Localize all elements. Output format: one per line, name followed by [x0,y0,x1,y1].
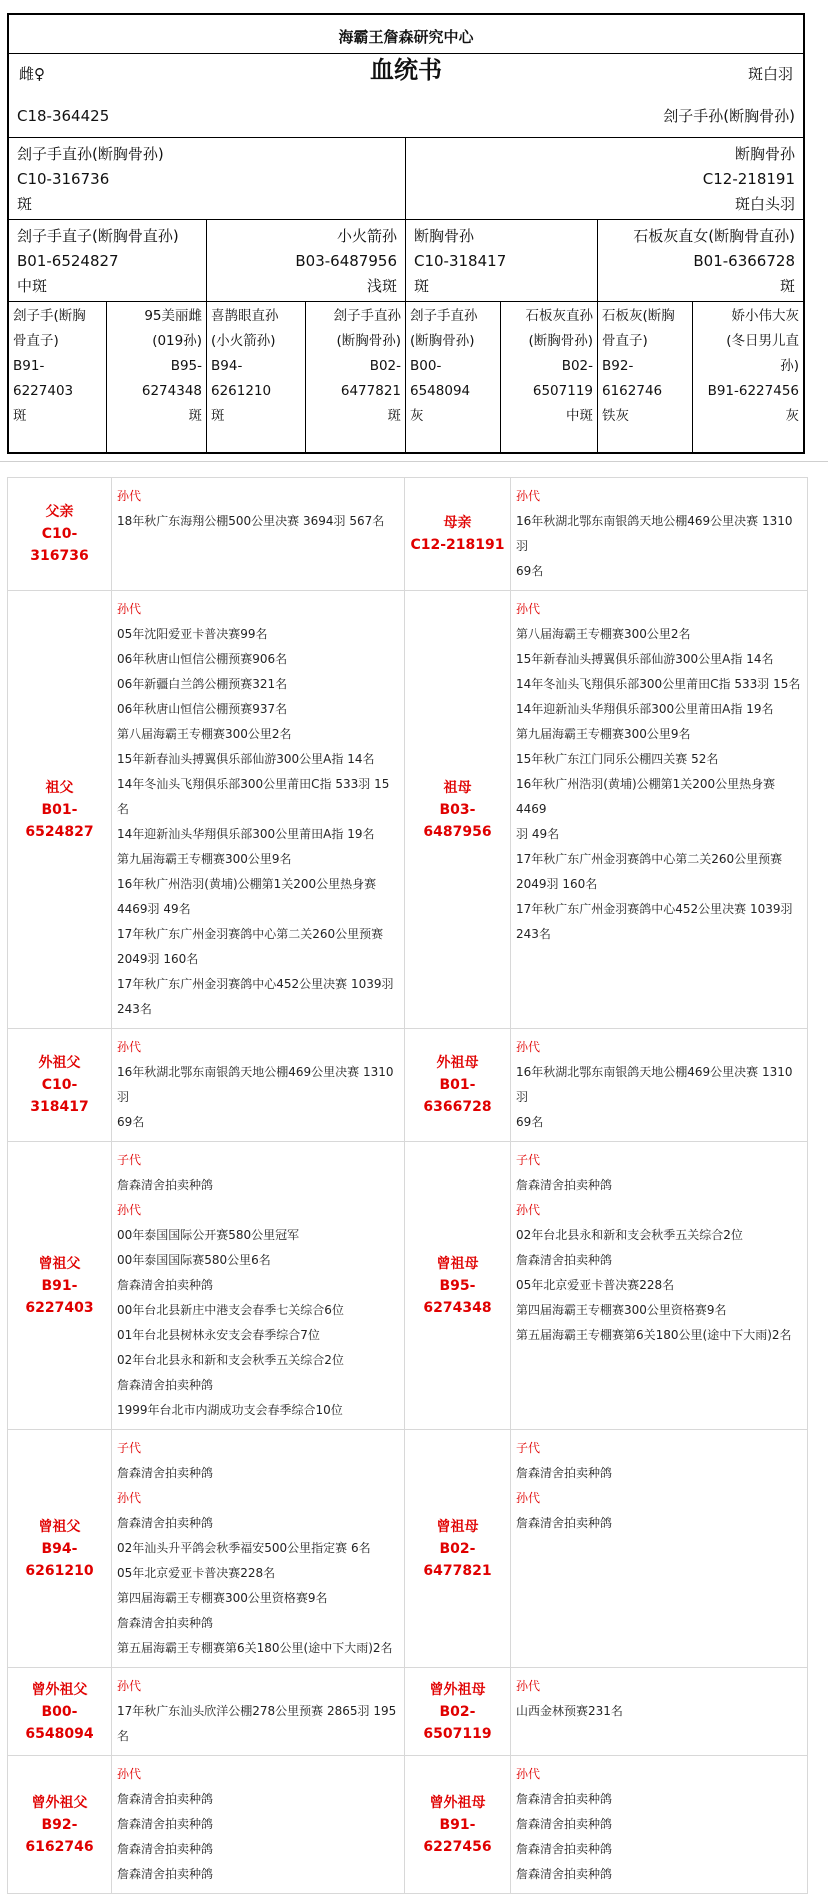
ggp-line: B95- [170,358,202,374]
grandparent-name: 刽子手直子(断胸骨直孙) [17,227,179,245]
ancestor-name-cell [405,1430,511,1668]
ggp-line: (断胸骨孙) [410,333,475,349]
ancestor-name-cell [8,1142,112,1430]
race-result: 詹森清舍拍卖种鸽 [117,1378,214,1392]
ancestor-role: 曾外祖父 [31,1794,88,1811]
race-result: 詹森清舍拍卖种鸽 [117,1178,214,1192]
grandparents-row [9,220,803,302]
ancestor-ring: B02-6507119 [423,1703,492,1742]
ancestor-ring: B91-6227403 [25,1277,94,1316]
grandparent-ring: C10-318417 [414,252,507,270]
great-grandparent-cell [207,302,306,452]
generation-label: 孙代 [117,1203,142,1217]
ancestor-ring: B01-6366728 [423,1077,492,1115]
race-result: 詹森清舍拍卖种鸽 [117,1867,214,1881]
section-divider [0,461,828,462]
ancestor-name-cell [405,1029,511,1142]
race-result: 69名 [516,564,544,578]
ggp-line: 6162746 [602,383,663,399]
ggp-line: 刽子手直孙 [410,308,478,324]
generation-label: 子代 [117,1441,142,1455]
self-ring: C18-364425 [17,107,110,125]
race-result: 2049羽 160名 [117,952,199,966]
race-result: 第五届海霸王专棚赛第6关180公里(途中下大雨)2名 [516,1328,792,1342]
ggp-line: 孙) [780,358,799,374]
ggp-line: (019孙) [152,333,202,349]
ancestor-name-cell [405,1756,511,1894]
ggp-line: (断胸骨孙) [336,333,401,349]
ggp-line: 95美丽雌 [144,308,202,324]
race-result: 17年秋广东广州金羽赛鸽中心第二关260公里预赛 [117,927,384,941]
great-grandparent-cell [306,302,406,452]
grandparent-ring: B01-6524827 [17,252,119,270]
race-results-cell [511,478,808,591]
ggp-line: (小火箭孙) [211,333,276,349]
race-result: 17年秋广东广州金羽赛鸽中心452公里决赛 1039羽 [117,977,394,991]
self-desc: 刽子手孙(断胸骨孙) [663,107,795,125]
ggp-line: 灰 [410,408,424,424]
generation-label: 子代 [516,1441,541,1455]
generation-label: 孙代 [516,1679,541,1693]
grandparent-ring: B03-6487956 [295,252,397,270]
ggp-line: (断胸骨孙) [528,333,593,349]
table-row [8,1756,808,1894]
race-result: 00年泰国国际公开赛580公里冠军 [117,1228,300,1242]
ancestor-name-cell [8,591,112,1029]
race-result: 2049羽 160名 [516,877,598,891]
race-result: 第五届海霸王专棚赛第6关180公里(途中下大雨)2名 [117,1641,393,1655]
race-result: 詹森清舍拍卖种鸽 [516,1842,613,1856]
generation-label: 孙代 [516,1491,541,1505]
generation-label: 孙代 [117,1040,142,1054]
race-result: 16年秋广州浩羽(黄埔)公棚第1关200公里热身赛 [117,877,377,891]
grandparent-cell [406,220,598,301]
great-grandparent-cell [501,302,598,452]
race-result: 詹森清舍拍卖种鸽 [516,1178,613,1192]
generation-label: 子代 [516,1153,541,1167]
table-row [8,1029,808,1142]
table-row [8,1430,808,1668]
table-row [8,478,808,591]
race-result: 詹森清舍拍卖种鸽 [516,1516,613,1530]
race-result: 詹森清舍拍卖种鸽 [516,1253,613,1267]
ancestor-ring: B92-6162746 [25,1816,94,1855]
race-result: 14年冬汕头飞翔俱乐部300公里莆田C指 533羽 15名 [516,677,801,691]
race-result: 詹森清舍拍卖种鸽 [117,1817,214,1831]
ancestor-role: 外祖母 [436,1055,479,1071]
ring-row [9,96,803,138]
ancestor-name-cell [8,1029,112,1142]
ggp-line: 刽子手直孙 [333,308,401,324]
grandparent-color: 中斑 [17,277,48,295]
ancestor-ring: C10-316736 [30,526,89,564]
results-body [8,478,808,1894]
generation-label: 孙代 [117,1679,142,1693]
race-result: 第八届海霸王专棚赛300公里2名 [516,627,691,641]
ancestor-role: 母亲 [443,515,472,531]
race-results-cell [112,1668,405,1756]
ggp-line: B92- [602,358,634,374]
grandparent-name: 石板灰直女(断胸骨直孙) [633,227,795,245]
ggp-line: 骨直子) [602,333,648,349]
ggp-line: 中斑 [566,408,593,424]
race-result: 詹森清舍拍卖种鸽 [117,1842,214,1856]
generation-label: 孙代 [117,1491,142,1505]
grandparent-color: 斑 [779,277,795,295]
race-result: 4469羽 49名 [117,902,191,916]
ggp-line: 石板灰直孙 [525,308,593,324]
self-color: 斑白羽 [747,65,793,83]
race-results-cell [511,591,808,1029]
ggp-line: 6261210 [211,383,272,399]
results-table [7,477,808,1894]
race-result: 02年台北县永和新和支会秋季五关综合2位 [516,1228,743,1242]
ancestor-ring: B91-6227456 [423,1816,492,1855]
ggp-line: B00- [410,358,442,374]
ancestor-name-cell [405,1668,511,1756]
race-result: 69名 [117,1115,145,1129]
ancestor-ring: B01-6524827 [25,801,94,840]
ancestor-name-cell [405,591,511,1029]
ggp-line: 骨直子) [13,333,59,349]
grandparent-name: 断胸骨孙 [414,227,475,245]
race-result: 18年秋广东海翔公棚500公里决赛 3694羽 567名 [117,514,385,528]
race-results-cell [112,591,405,1029]
race-result: 06年新疆白兰鸽公棚预赛321名 [117,677,288,691]
ancestor-ring: B03-6487956 [423,801,492,840]
ancestor-role: 外祖父 [38,1055,81,1071]
race-result: 詹森清舍拍卖种鸽 [117,1278,214,1292]
race-result: 06年秋唐山恒信公棚预赛937名 [117,702,288,716]
table-row [8,1142,808,1430]
race-result: 山西金林预赛231名 [516,1704,623,1718]
ggp-line: B94- [211,358,243,374]
ancestor-ring: B95-6274348 [423,1277,492,1316]
race-result: 詹森清舍拍卖种鸽 [117,1616,214,1630]
ancestor-ring: C12-218191 [410,537,505,553]
race-result: 第四届海霸王专棚赛300公里资格赛9名 [516,1303,727,1317]
ggp-line: (冬日男儿直 [726,333,799,349]
grandparent-color: 斑 [414,277,430,295]
great-grandparent-cell [598,302,693,452]
race-result: 00年台北县新庄中港支会春季七关综合6位 [117,1303,344,1317]
race-result: 15年新春汕头搏翼俱乐部仙游300公里A指 14名 [516,652,774,666]
ancestor-role: 曾外祖母 [429,1794,486,1811]
race-result: 243名 [117,1002,152,1016]
ancestor-ring: C10-318417 [30,1077,89,1115]
ggp-line: 6227403 [13,383,74,399]
race-result: 17年秋广东汕头欣洋公棚278公里预赛 2865羽 195名 [117,1704,397,1743]
ggp-line: B91- [13,358,45,374]
race-result: 14年冬汕头飞翔俱乐部300公里莆田C指 533羽 15名 [117,777,390,816]
race-result: 第八届海霸王专棚赛300公里2名 [117,727,292,741]
parents-row [9,138,803,220]
ancestor-name-cell [8,1756,112,1894]
race-results-cell [112,1029,405,1142]
grandparent-ring: B01-6366728 [693,252,795,270]
great-grandparent-cell [693,302,803,452]
race-results-cell [511,1029,808,1142]
ancestor-ring: B02-6477821 [423,1540,492,1579]
race-results-cell [112,1430,405,1668]
dam-color: 斑白头羽 [734,195,795,213]
org-name: 海霸王詹森研究中心 [338,28,474,46]
ancestor-ring: B94-6261210 [25,1540,94,1579]
race-results-cell [511,1142,808,1430]
ggp-line: 斑 [13,408,27,424]
race-result: 06年秋唐山恒信公棚预赛906名 [117,652,288,666]
race-result: 詹森清舍拍卖种鸽 [516,1817,613,1831]
pedigree-chart [7,13,805,454]
ggp-line: B02- [561,358,593,374]
page-title: 血统书 [370,56,442,84]
ancestor-role: 曾祖母 [436,1518,479,1535]
grandparent-color: 浅斑 [366,277,397,295]
ggp-line: 刽子手(断胸 [13,308,86,324]
great-grandparents-row [9,302,803,452]
ggp-line: 6507119 [532,383,593,399]
grandparent-cell [207,220,406,301]
race-results-cell [511,1430,808,1668]
ancestor-name-cell [405,478,511,591]
race-result: 15年秋广东江门同乐公棚四关赛 52名 [516,752,719,766]
race-result: 16年秋广州浩羽(黄埔)公棚第1关200公里热身赛 4469 [516,777,776,816]
generation-label: 孙代 [516,1203,541,1217]
org-row [9,15,803,54]
race-result: 05年沈阳爱亚卡普决赛99名 [117,627,268,641]
generation-label: 孙代 [117,1767,142,1781]
ggp-line: B91-6227456 [707,383,799,399]
grandparent-name: 小火箭孙 [336,227,397,245]
race-result: 16年秋湖北鄂东南银鸽天地公棚469公里决赛 1310羽 [516,1065,793,1104]
great-grandparent-cell [406,302,501,452]
ancestor-name-cell [8,1430,112,1668]
race-result: 第九届海霸王专棚赛300公里9名 [117,852,292,866]
ggp-line: 石板灰(断胸 [602,308,675,324]
race-result: 01年台北县树林永安支会春季综合7位 [117,1328,320,1342]
ggp-line: 喜鹊眼直孙 [211,308,279,324]
race-result: 詹森清舍拍卖种鸽 [516,1867,613,1881]
ggp-line: 灰 [785,408,799,424]
race-result: 16年秋湖北鄂东南银鸽天地公棚469公里决赛 1310羽 [516,514,793,553]
race-result: 詹森清舍拍卖种鸽 [117,1516,214,1530]
ancestor-name-cell [405,1142,511,1430]
ancestor-name-cell [8,478,112,591]
race-result: 羽 49名 [516,827,560,841]
great-grandparent-cell [9,302,107,452]
ancestor-role: 曾祖母 [436,1255,479,1272]
race-result: 17年秋广东广州金羽赛鸽中心452公里决赛 1039羽 [516,902,793,916]
ggp-line: 娇小伟大灰 [731,308,799,324]
ancestor-role: 曾祖父 [38,1518,81,1535]
generation-label: 孙代 [516,1767,541,1781]
ancestor-role: 父亲 [45,504,74,520]
sire-color: 斑 [17,195,33,213]
grandparent-cell [598,220,803,301]
generation-label: 孙代 [117,489,142,503]
race-result: 14年迎新汕头华翔俱乐部300公里莆田A指 19名 [117,827,375,841]
ggp-line: 6477821 [340,383,401,399]
ggp-line: 斑 [387,408,401,424]
ggp-line: 6274348 [141,383,202,399]
race-result: 17年秋广东广州金羽赛鸽中心第二关260公里预赛 [516,852,783,866]
ancestor-ring: B00-6548094 [25,1703,94,1742]
race-result: 02年汕头升平鸽会秋季福安500公里指定赛 6名 [117,1541,371,1555]
generation-label: 孙代 [516,489,541,503]
dam-ring: C12-218191 [702,170,795,188]
ggp-line: 斑 [188,408,202,424]
generation-label: 孙代 [516,602,541,616]
race-result: 詹森清舍拍卖种鸽 [117,1466,214,1480]
ancestor-role: 祖母 [443,779,472,796]
ggp-line: 斑 [211,408,225,424]
race-result: 14年迎新汕头华翔俱乐部300公里莆田A指 19名 [516,702,774,716]
race-results-cell [511,1756,808,1894]
ancestor-role: 曾祖父 [38,1255,81,1272]
ancestor-role: 曾外祖父 [31,1681,88,1698]
race-result: 詹森清舍拍卖种鸽 [516,1466,613,1480]
grandparent-cell [9,220,207,301]
dam-cell [406,138,803,219]
ggp-line: 铁灰 [602,408,629,424]
sire-name: 刽子手直孙(断胸骨孙) [17,145,164,163]
gender-label: 雌♀ [19,65,45,83]
race-results-cell [511,1668,808,1756]
race-result: 69名 [516,1115,544,1129]
race-result: 05年北京爱亚卡普决赛228名 [516,1278,675,1292]
race-result: 詹森清舍拍卖种鸽 [117,1792,214,1806]
generation-label: 孙代 [117,602,142,616]
ggp-line: 6548094 [410,383,471,399]
race-result: 1999年台北市内湖成功支会春季综合10位 [117,1403,343,1417]
sire-ring: C10-316736 [17,170,110,188]
race-results-cell [112,1142,405,1430]
great-grandparent-cell [107,302,207,452]
ancestor-role: 祖父 [45,779,74,796]
race-result: 15年新春汕头搏翼俱乐部仙游300公里A指 14名 [117,752,375,766]
race-result: 00年泰国国际赛580公里6名 [117,1253,271,1267]
race-result: 第九届海霸王专棚赛300公里9名 [516,727,691,741]
table-row [8,1668,808,1756]
race-result: 詹森清舍拍卖种鸽 [516,1792,613,1806]
dam-name: 断胸骨孙 [734,145,795,163]
generation-label: 孙代 [516,1040,541,1054]
table-row [8,591,808,1029]
race-result: 02年台北县永和新和支会秋季五关综合2位 [117,1353,344,1367]
race-results-cell [112,1756,405,1894]
race-result: 05年北京爱亚卡普决赛228名 [117,1566,276,1580]
title-row [9,54,803,96]
race-result: 第四届海霸王专棚赛300公里资格赛9名 [117,1591,328,1605]
race-result: 243名 [516,927,551,941]
sire-cell [9,138,406,219]
race-result: 16年秋湖北鄂东南银鸽天地公棚469公里决赛 1310羽 [117,1065,394,1104]
generation-label: 子代 [117,1153,142,1167]
ancestor-name-cell [8,1668,112,1756]
ancestor-role: 曾外祖母 [429,1681,486,1698]
ggp-line: B02- [369,358,401,374]
race-results-cell [112,478,405,591]
